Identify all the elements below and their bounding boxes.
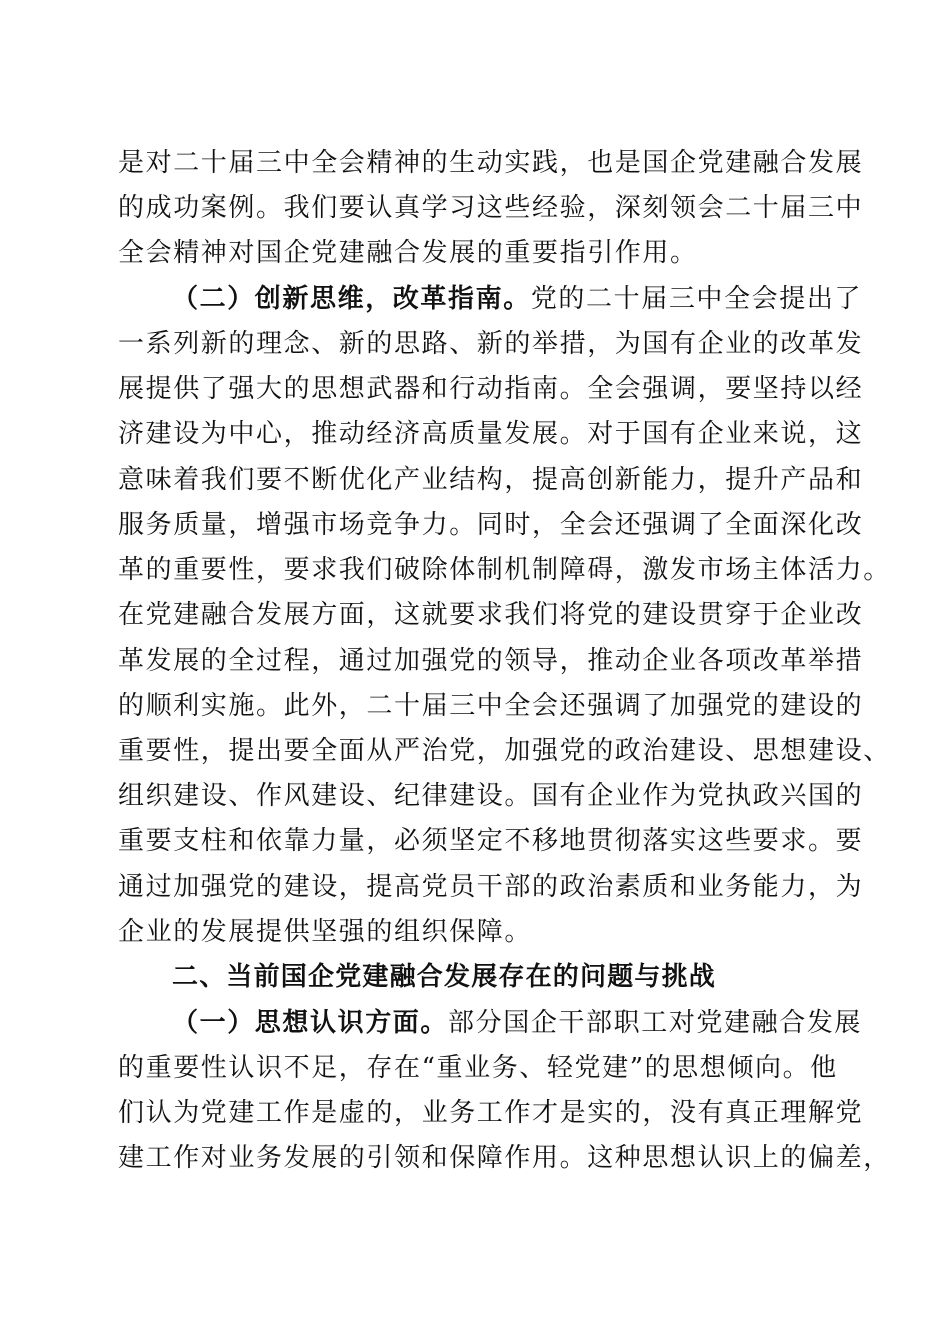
text-line: 全会精神对国企党建融合发展的重要指引作用。 xyxy=(118,238,698,268)
text-line: 们认为党建工作是虚的，业务工作才是实的，没有真正理解党 xyxy=(118,1098,864,1128)
text-line: 的顺利实施。此外，二十届三中全会还强调了加强党的建设的 xyxy=(118,691,864,721)
text-line: 意味着我们要不断优化产业结构，提高创新能力，提升产品和 xyxy=(118,465,864,495)
text-line: 组织建设、作风建设、纪律建设。国有企业作为党执政兴国的 xyxy=(118,781,864,811)
text-line: 的重要性认识不足，存在“重业务、轻党建”的思想倾向。他 xyxy=(118,1053,838,1083)
section-heading: 二、当前国企党建融合发展存在的问题与挑战 xyxy=(172,962,717,992)
text-line: 重要性，提出要全面从严治党，加强党的政治建设、思想建设、 xyxy=(118,736,891,766)
paragraph-first-line xyxy=(172,284,863,314)
paragraph-first-line-text: 党的二十届三中全会提出了 xyxy=(530,284,863,314)
text-line: 是对二十届三中全会精神的生动实践，也是国企党建融合发展 xyxy=(118,148,864,178)
text-line: 一系列新的理念、新的思路、新的举措，为国有企业的改革发 xyxy=(118,329,864,359)
paragraph-lead: （一）思想认识方面。 xyxy=(172,1008,449,1038)
text-line: 通过加强党的建设，提高党员干部的政治素质和业务能力，为 xyxy=(118,872,864,902)
text-line: 展提供了强大的思想武器和行动指南。全会强调，要坚持以经 xyxy=(118,374,864,404)
paragraph-first-line xyxy=(172,1008,863,1038)
text-line: 在党建融合发展方面，这就要求我们将党的建设贯穿于企业改 xyxy=(118,600,864,630)
text-line: 企业的发展提供坚强的组织保障。 xyxy=(118,917,533,947)
text-line: 的成功案例。我们要认真学习这些经验，深刻领会二十届三中 xyxy=(118,193,864,223)
text-line: 服务质量，增强市场竞争力。同时，全会还强调了全面深化改 xyxy=(118,510,864,540)
paragraph-first-line-text: 部分国企干部职工对党建融合发展 xyxy=(448,1008,863,1038)
text-line: 建工作对业务发展的引领和保障作用。这种思想认识上的偏差， xyxy=(118,1143,891,1173)
text-line: 济建设为中心，推动经济高质量发展。对于国有企业来说，这 xyxy=(118,419,864,449)
text-line: 革发展的全过程，通过加强党的领导，推动企业各项改革举措 xyxy=(118,646,864,676)
paragraph-lead: （二）创新思维，改革指南。 xyxy=(172,284,531,314)
text-line: 革的重要性，要求我们破除体制机制障碍，激发市场主体活力。 xyxy=(118,555,891,585)
text-line: 重要支柱和依靠力量，必须坚定不移地贯彻落实这些要求。要 xyxy=(118,826,864,856)
